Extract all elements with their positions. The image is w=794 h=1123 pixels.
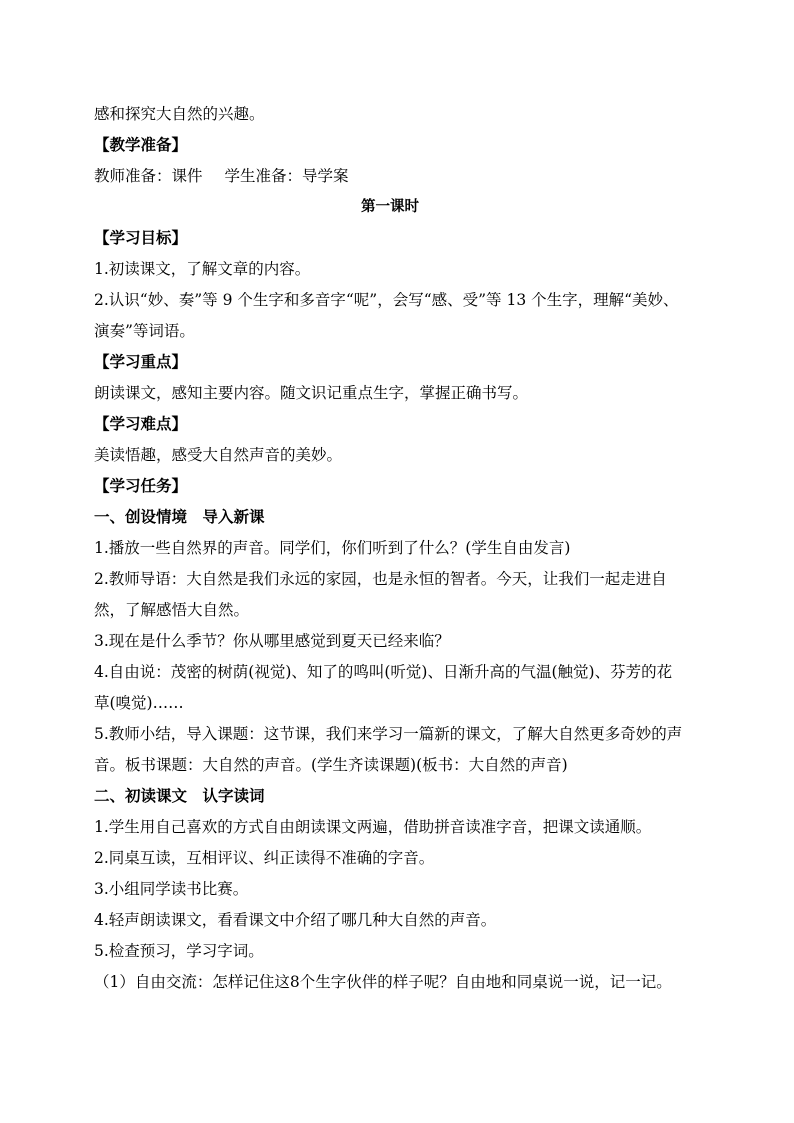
difficulty-text: 美读悟趣，感受大自然声音的美妙。 — [94, 446, 343, 464]
difficulty-heading: 【学习难点】 — [94, 415, 188, 433]
section-1-item-5: 5.教师小结，导入课题：这节课，我们来学习一篇新的课文，了解大自然更多奇妙的声音。板书课题：大自然的声音。(学生齐读课题)(板书：大自然的声音) — [94, 725, 683, 774]
lesson-title: 第一课时 — [361, 199, 419, 215]
section-2-item-1: 1.学生用自己喜欢的方式自由朗读课文两遍，借助拼音读准字音，把课文读通顺。 — [94, 818, 652, 836]
goals-heading: 【学习目标】 — [94, 229, 188, 247]
key-heading: 【学习重点】 — [94, 353, 188, 371]
section-1-item-4: 4.自由说：茂密的树荫(视觉)、知了的鸣叫(听觉)、日渐升高的气温(触觉)、芬芳的花草(嗅觉)…… — [94, 663, 673, 712]
prep-teacher-text: 教师准备：课件 — [94, 167, 203, 185]
section-1-title: 一、创设情境 导入新课 — [94, 508, 265, 526]
tasks-heading: 【学习任务】 — [94, 477, 188, 495]
section-1-item-2: 2.教师导语：大自然是我们永远的家园，也是永恒的智者。今天，让我们一起走进自然，了解感悟大自然。 — [94, 570, 667, 619]
section-1-item-3: 3.现在是什么季节？你从哪里感觉到夏天已经来临？ — [94, 632, 450, 650]
section-2-item-2: 2.同桌互读，互相评议、纠正读得不准确的字音。 — [94, 849, 435, 867]
section-2-title: 二、初读课文 认字读词 — [94, 787, 265, 805]
section-2-item-5: 5.检查预习，学习字词。 — [94, 942, 264, 960]
key-text: 朗读课文，感知主要内容。随文识记重点生字，掌握正确书写。 — [94, 384, 529, 402]
section-2-item-3: 3.小组同学读书比赛。 — [94, 880, 249, 898]
prep-student-text: 学生准备：导学案 — [224, 167, 349, 185]
goal-2: 2.认识“妙、奏”等 9 个生字和多音字“呢”，会写“感、受”等 13 个生字，理解“美妙、演奏”等词语。 — [94, 291, 679, 340]
prep-line — [94, 161, 686, 192]
intro-tail-text: 感和探究大自然的兴趣。 — [94, 105, 265, 123]
section-2-item-4: 4.轻声朗读课文，看看课文中介绍了哪几种大自然的声音。 — [94, 911, 497, 929]
section-1-item-1: 1.播放一些自然界的声音。同学们，你们听到了什么？(学生自由发言) — [94, 539, 571, 557]
prep-heading: 【教学准备】 — [94, 136, 188, 154]
goal-1: 1.初读课文，了解文章的内容。 — [94, 260, 311, 278]
section-2-item-5-1: （1）自由交流：怎样记住这8个生字伙伴的样子呢？自由地和同桌说一说，记一记。 — [94, 973, 672, 991]
